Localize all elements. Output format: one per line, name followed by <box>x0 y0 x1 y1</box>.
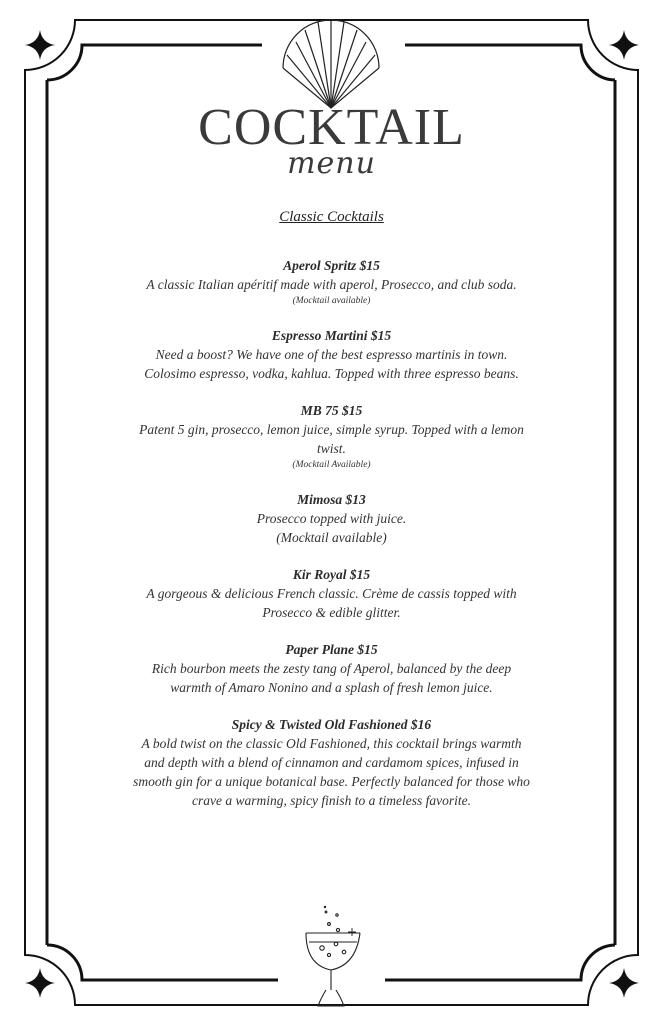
section-title: Classic Cocktails <box>279 209 384 225</box>
coupe-glass-icon <box>306 911 360 1006</box>
item-desc: A gorgeous & delicious French classic. Crème de cassis topped with Prosecco & edible glitter. <box>146 586 517 620</box>
four-point-star-icon <box>25 30 55 60</box>
four-point-star-icon <box>609 968 639 998</box>
menu-item <box>130 715 533 810</box>
menu-item <box>130 565 533 622</box>
item-name: MB 75 $15 <box>300 403 363 418</box>
menu-title <box>0 98 663 181</box>
item-name: Paper Plane $15 <box>285 642 378 657</box>
menu-items <box>130 256 533 828</box>
four-point-star-icon <box>25 968 55 998</box>
menu-item <box>130 490 533 547</box>
item-desc: Patent 5 gin, prosecco, lemon juice, simple syrup. Topped with a lemon twist. <box>139 422 524 456</box>
fan-ornament-icon <box>283 20 379 108</box>
item-desc: Rich bourbon meets the zesty tang of Aperol, balanced by the deep warmth of Amaro Nonino and a splash of fresh lemon juice. <box>151 661 512 695</box>
item-note: (Mocktail Available) <box>292 460 371 470</box>
four-point-star-icon <box>609 30 639 60</box>
menu-item <box>130 640 533 697</box>
item-name: Spicy & Twisted Old Fashioned $16 <box>231 717 432 732</box>
title-main: COCKTAIL <box>198 99 465 156</box>
item-note: (Mocktail available) <box>276 530 387 545</box>
title-sub: menu <box>287 146 376 181</box>
item-name: Espresso Martini $15 <box>271 328 392 343</box>
menu-item <box>130 326 533 383</box>
menu-item <box>130 401 533 472</box>
item-desc: Prosecco topped with juice. <box>256 511 407 526</box>
item-name: Kir Royal $15 <box>292 567 371 582</box>
item-desc: A classic Italian apéritif made with aperol, Prosecco, and club soda. <box>146 277 517 292</box>
item-note: (Mocktail available) <box>292 296 371 306</box>
item-name: Aperol Spritz $15 <box>283 258 380 273</box>
item-desc: A bold twist on the classic Old Fashioned, this cocktail brings warmth and depth with a blend of cinnamon and cardamom spices, infused in smooth gin for a unique botanical base. Perfectly balanced for those who crave a warming, spicy finish to a timeless favorite. <box>133 736 530 808</box>
item-name: Mimosa $13 <box>297 492 366 507</box>
menu-item <box>130 256 533 308</box>
item-desc: Need a boost? We have one of the best espresso martinis in town. Colosimo espresso, vodka, kahlua. Topped with three espresso beans. <box>144 347 519 381</box>
